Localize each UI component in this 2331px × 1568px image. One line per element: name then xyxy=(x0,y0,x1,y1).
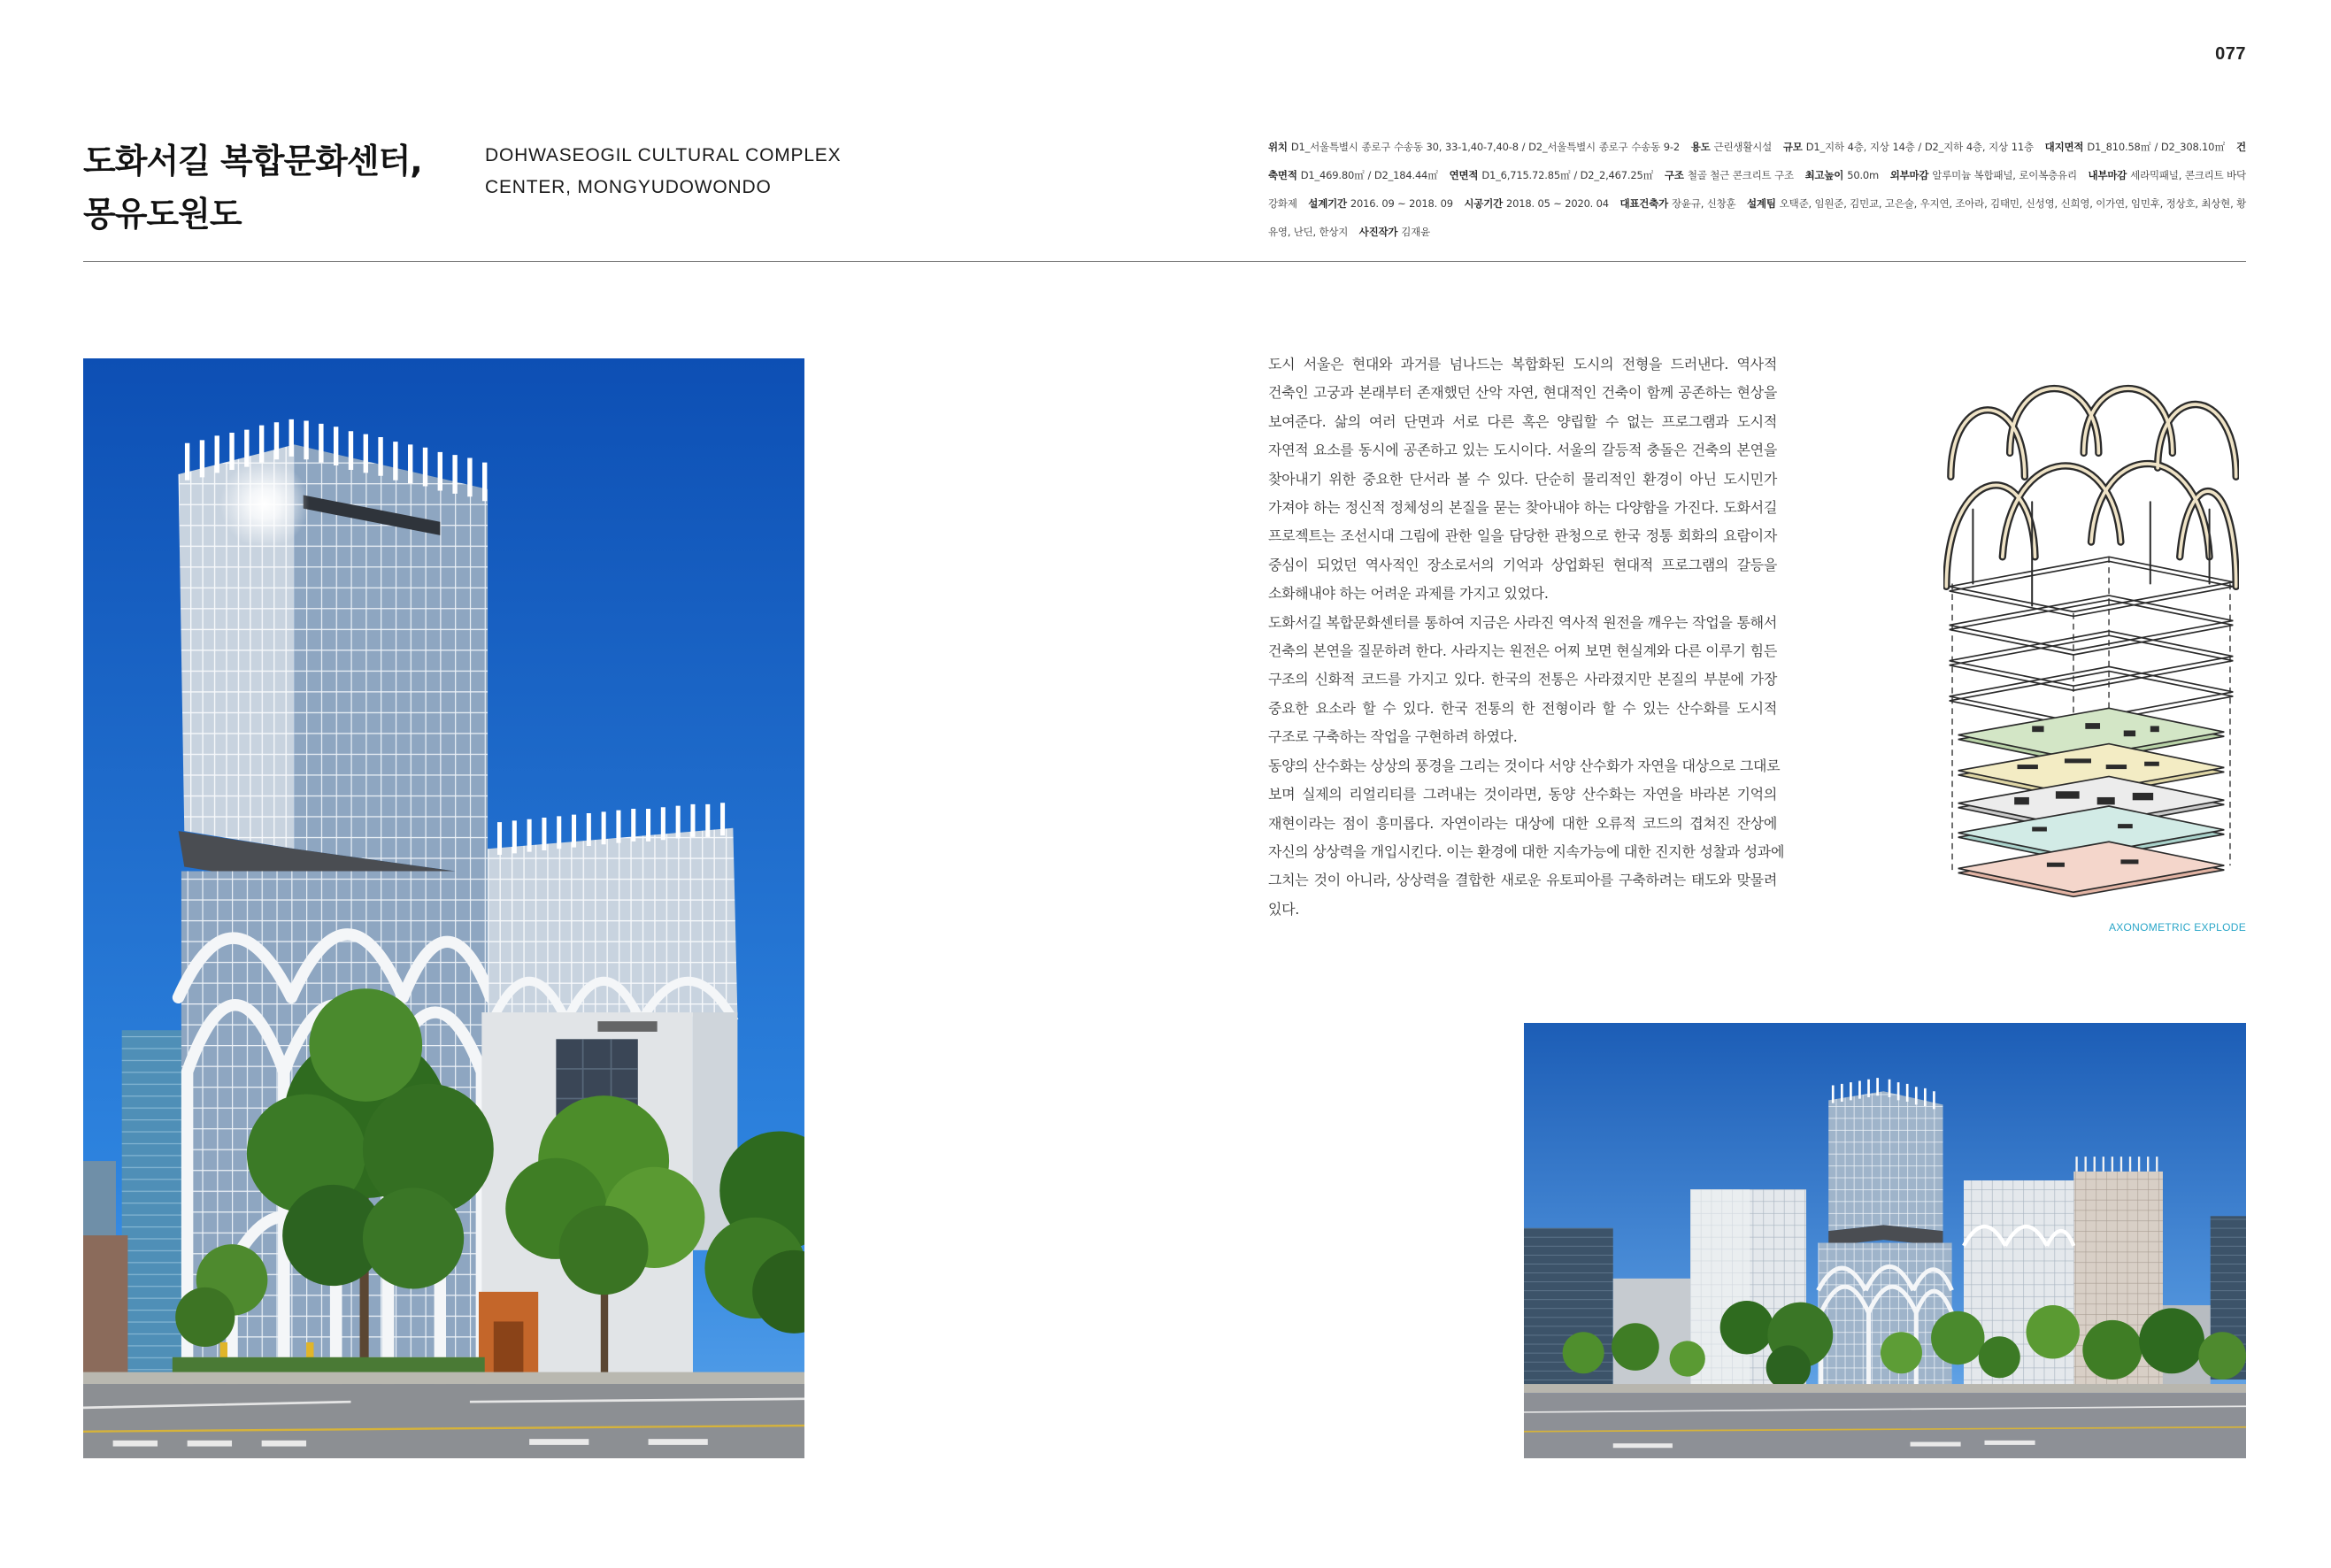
info-item xyxy=(1783,141,2034,153)
body-line: 자연적 요소를 동시에 공존하고 있는 도시이다. 서울의 갈등적 충돌은 건축의 본연을 xyxy=(1268,442,1777,459)
axonometric-diagram xyxy=(1943,361,2239,903)
info-value: 김재윤 xyxy=(1401,226,1431,238)
info-label: 구조 xyxy=(1664,169,1684,181)
info-label: 건축면적 xyxy=(1268,141,2246,181)
project-info xyxy=(1268,133,2246,246)
info-value: D1_6,715.72.85㎡ / D2_2,467.25㎡ xyxy=(1481,169,1654,181)
info-value: 2016. 09 ~ 2018. 09 xyxy=(1350,197,1453,210)
title-en-line-2: CENTER, MONGYUDOWONDO xyxy=(485,177,772,197)
body-line: 건축의 본연을 질문하려 한다. 사라지는 원전은 어찌 보면 현실계와 다른 이루기 힘든 xyxy=(1268,642,1777,660)
info-label: 내부마감 xyxy=(2088,169,2127,181)
body-line: 프로젝트는 조선시대 그림에 관한 일을 담당한 관청으로 한국 정통 회화의 요람이자 xyxy=(1268,527,1777,545)
body-line: 구조로 구축하는 작업을 구현하려 하였다. xyxy=(1268,728,1518,746)
info-label: 사진작가 xyxy=(1358,226,1398,238)
info-item xyxy=(1805,169,1879,181)
body-line: 도화서길 복합문화센터를 통하여 지금은 사라진 역사적 원전을 깨우는 작업을 통해서 xyxy=(1268,613,1777,631)
body-paragraph xyxy=(1268,350,1777,609)
body-line: 보여준다. 삶의 여러 단면과 서로 다른 혹은 양립할 수 없는 프로그램과 도시적 xyxy=(1268,412,1777,430)
info-item xyxy=(1890,169,2077,181)
info-value: 오택준, 임원준, 김민교, 고은술, 우지연, 조아라, 김태민, 신성영, 신희영, 이가연, 임민후, 정상호, 최상현, 황유영, 난딘, 한상지 xyxy=(1268,197,2246,238)
body-line: 자신의 상상력을 개입시킨다. 이는 환경에 대한 지속가능에 대한 진지한 성찰과 성과에 xyxy=(1268,842,1785,860)
body-line: 찾아내기 위한 중요한 단서라 볼 수 있다. 단순히 물리적인 환경이 아닌 도시민가 xyxy=(1268,470,1777,488)
body-line: 중요한 요소라 할 수 있다. 한국 전통의 한 전형이라 할 수 있는 산수화를 도시적 xyxy=(1268,699,1777,717)
info-label: 위치 xyxy=(1268,141,1288,153)
body-line: 있다. xyxy=(1268,900,1300,918)
info-value: 철골 철근 콘크리트 구조 xyxy=(1687,169,1794,181)
info-item xyxy=(1450,169,1654,181)
building-photo-main xyxy=(83,358,804,1458)
body-paragraph xyxy=(1268,752,1785,924)
article-title-english xyxy=(485,140,841,204)
info-value: 50.0m xyxy=(1847,169,1880,181)
info-value: D1_서울특별시 종로구 수송동 30, 33-1,40-7,40-8 / D2_서울특별시 종로구 수송동 9-2 xyxy=(1290,141,1680,153)
info-value: 근린생활시설 xyxy=(1713,141,1773,153)
building-photo-street xyxy=(1524,1023,2246,1458)
info-item xyxy=(1619,197,1735,210)
info-label: 대지면적 xyxy=(2044,141,2084,153)
info-label: 연면적 xyxy=(1449,169,1479,181)
info-value: D1_지하 4층, 지상 14층 / D2_지하 4층, 지상 11층 xyxy=(1805,141,2034,153)
body-line: 소화해내야 하는 어려운 과제를 가지고 있었다. xyxy=(1268,585,1549,603)
info-label: 외부마감 xyxy=(1889,169,1929,181)
info-item xyxy=(1691,141,1772,153)
body-paragraph xyxy=(1268,609,1777,752)
title-ko-line-2: 몽유도원도 xyxy=(83,195,242,234)
title-ko-line-1: 도화서길 복합문화센터, xyxy=(83,142,422,181)
body-line: 건축인 고궁과 본래부터 존재했던 산악 자연, 현대적인 건축이 함께 공존하는 현상을 xyxy=(1268,384,1777,402)
info-value: D1_469.80㎡ / D2_184.44㎡ xyxy=(1300,169,1438,181)
info-item xyxy=(1665,169,1794,181)
info-value: 세라믹패널, 콘크리트 바닥강화제 xyxy=(1268,169,2246,210)
body-text xyxy=(1268,350,1785,924)
info-value: 2018. 05 ~ 2020. 04 xyxy=(1506,197,1609,210)
body-line: 동양의 산수화는 상상의 풍경을 그리는 것이다 서양 산수화가 자연을 대상으로 그대로 xyxy=(1268,757,1781,774)
article-title-korean xyxy=(83,135,422,241)
body-line: 보며 실제의 리얼리티를 그려내는 것이라면, 동양 산수화는 자연을 바라본 기억의 xyxy=(1268,786,1777,803)
info-item xyxy=(1308,197,1453,210)
info-label: 설계기간 xyxy=(1308,197,1347,210)
header-divider xyxy=(83,261,2246,262)
page-number: 077 xyxy=(2215,44,2246,64)
body-line: 도시 서울은 현대와 과거를 넘나드는 복합화된 도시의 전형을 드러낸다. 역사적 xyxy=(1268,356,1777,373)
info-label: 대표건축가 xyxy=(1619,197,1669,210)
info-value: D1_810.58㎡ / D2_308.10㎡ xyxy=(2087,141,2226,153)
body-line: 구조의 신화적 코드를 가지고 있다. 한국의 전통은 사라졌지만 본질의 부분에 가장 xyxy=(1268,671,1777,688)
info-item xyxy=(1464,197,1609,210)
info-label: 설계팀 xyxy=(1747,197,1776,210)
info-label: 시공기간 xyxy=(1464,197,1504,210)
title-en-line-1: DOHWASEOGIL CULTURAL COMPLEX xyxy=(485,145,842,165)
info-item xyxy=(1268,141,1680,153)
diagram-caption: AXONOMETRIC EXPLODE xyxy=(2108,921,2246,934)
info-label: 규모 xyxy=(1782,141,1803,153)
body-line: 그치는 것이 아니라, 상상력을 결합한 새로운 유토피아를 구축하려는 태도와 맞물려 xyxy=(1268,872,1777,889)
info-item xyxy=(1359,226,1430,238)
info-label: 최고높이 xyxy=(1804,169,1844,181)
body-line: 가져야 하는 정신적 정체성의 본질을 묻는 찾아내야 하는 다양함을 가진다. 도화서길 xyxy=(1268,499,1777,517)
info-label: 용도 xyxy=(1690,141,1711,153)
body-line: 재현이라는 점이 흥미롭다. 자연이라는 대상에 대한 오류적 코드의 겹쳐진 잔상에 xyxy=(1268,814,1777,832)
body-line: 중심이 되었던 역사적인 장소로서의 기억과 상업화된 현대적 프로그램의 갈등을 xyxy=(1268,556,1777,573)
info-item xyxy=(2045,141,2226,153)
info-value: 알루미늄 복합패널, 로이복층유리 xyxy=(1932,169,2077,181)
info-value: 장윤규, 신창훈 xyxy=(1672,197,1736,210)
